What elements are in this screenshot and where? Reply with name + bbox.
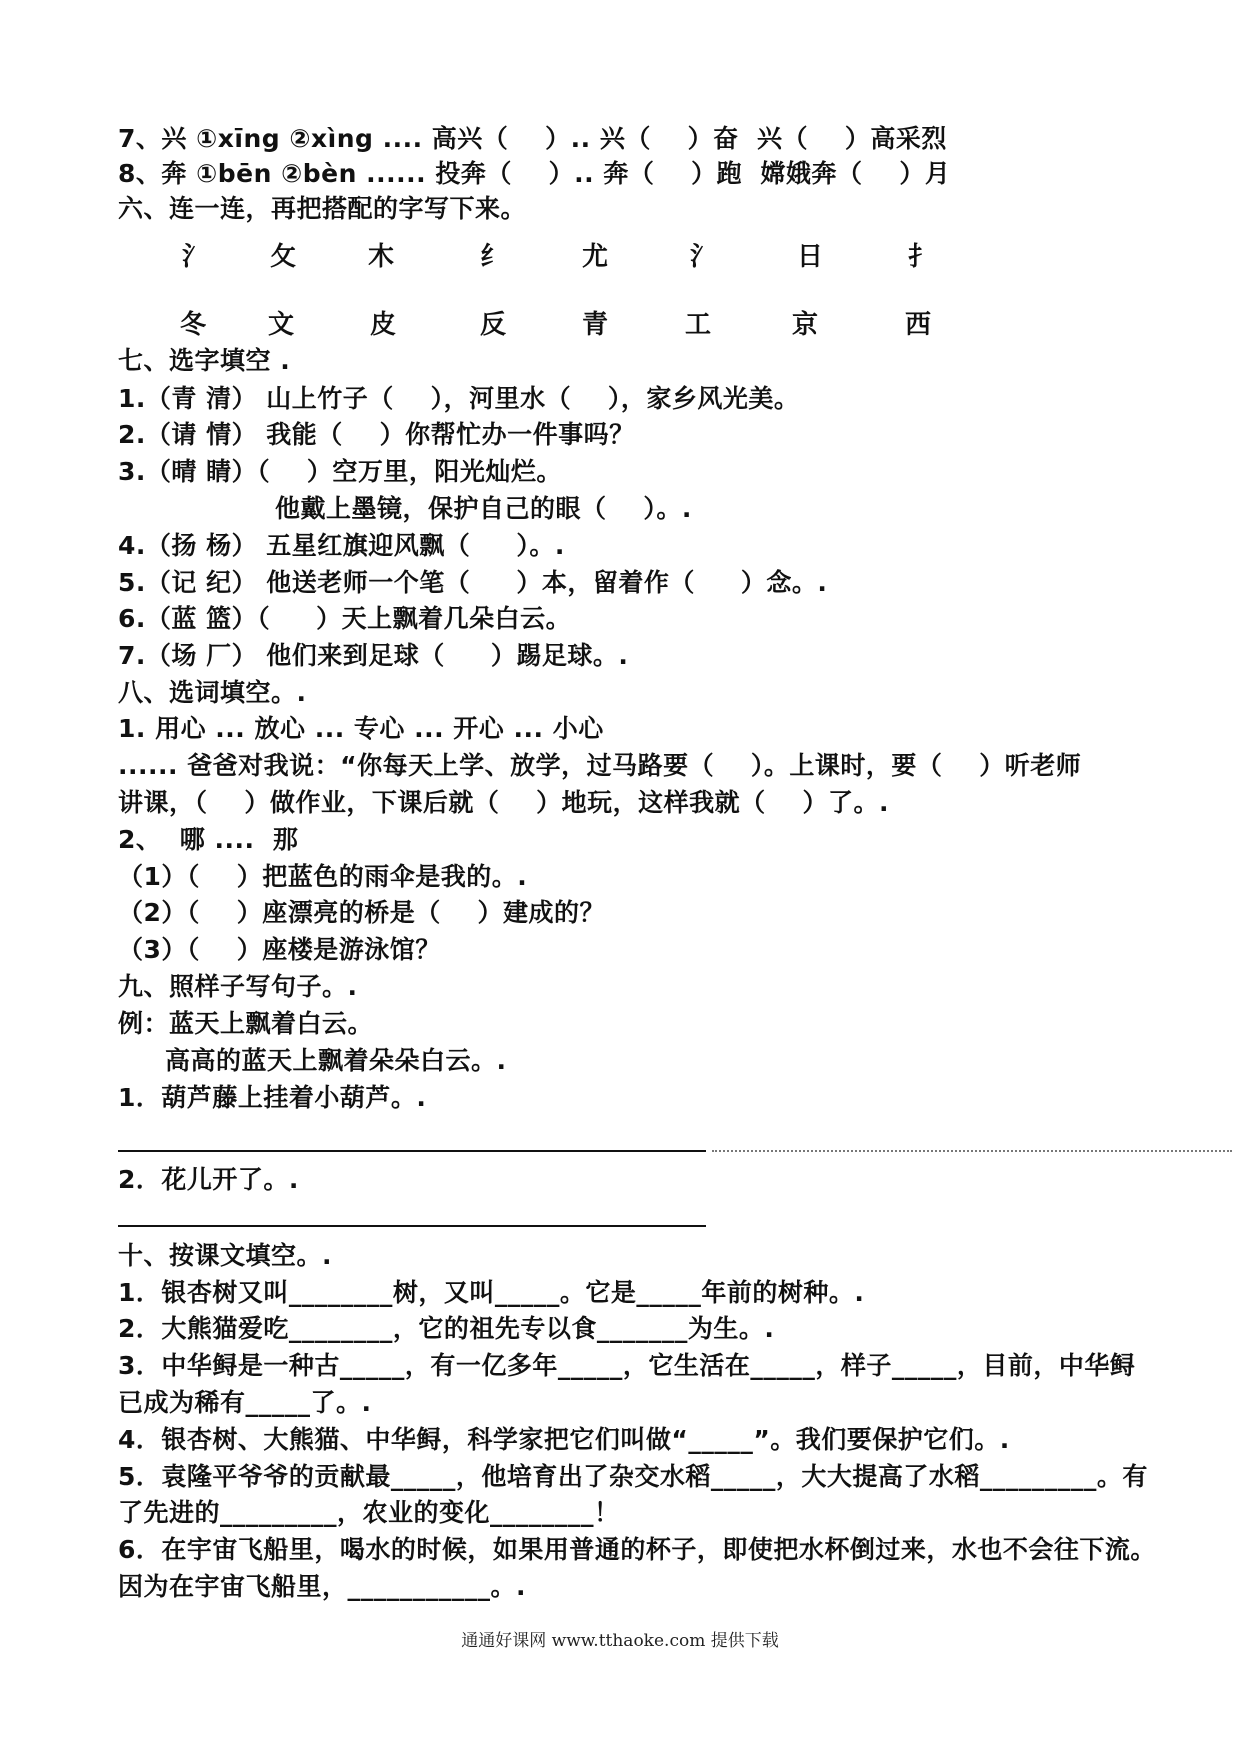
page-footer: 通通好课网 www.tthaoke.com 提供下载 (461, 1631, 779, 1651)
section-7-line: 2.（请 情） 我能（ ）你帮忙办一件事吗？ (118, 420, 635, 449)
radical: 攵 (270, 242, 297, 272)
section-10-line: 了先进的_________，农业的变化________！ (118, 1498, 620, 1527)
question-7-xing: 7、兴 ①xīng ②xìng .... 高兴（ ）.. 兴（ ）奋 兴（ ）高采烈 (118, 124, 947, 153)
radical: 扌 (908, 242, 935, 272)
section-10-line: 3．中华鲟是一种古_____，有一亿多年_____，它生活在_____，样子_____，目前，中华鲟 (118, 1351, 1136, 1380)
paragraph-line: ...... 爸爸对我说：“你每天上学、放学，过马路要（ ）。上课时，要（ ）听老师 (118, 751, 1082, 780)
component: 文 (268, 310, 295, 340)
answer-line (118, 1150, 706, 1152)
question-9-1: 1．葫芦藤上挂着小葫芦。. (118, 1083, 427, 1112)
answer-line (118, 1225, 706, 1227)
example-expanded: 高高的蓝天上飘着朵朵白云。. (165, 1046, 507, 1075)
section-9-heading: 九、照样子写句子。. (118, 972, 358, 1001)
section-10-line: 6．在宇宙飞船里，喝水的时候，如果用普通的杯子，即使把水杯倒过来，水也不会往下流。 (118, 1535, 1156, 1564)
sub-item: （1）（ ）把蓝色的雨伞是我的。. (118, 862, 528, 891)
section-10-line: 4．银杏树、大熊猫、中华鲟，科学家把它们叫做“_____”。我们要保护它们。. (118, 1425, 1010, 1454)
question-9-2: 2．花儿开了。. (118, 1165, 299, 1194)
radical: 日 (797, 242, 824, 272)
section-10-heading: 十、按课文填空。. (118, 1241, 332, 1270)
radical: 尤 (582, 242, 609, 272)
section-6-heading: 六、连一连，再把搭配的字写下来。 (118, 194, 527, 223)
component: 冬 (180, 310, 207, 340)
subquestion-2-words: 2、 哪 .... 那 (118, 825, 299, 854)
component: 西 (905, 310, 932, 340)
section-7-line: 1.（青 清） 山上竹子（ ），河里水（ ），家乡风光美。 (118, 384, 800, 413)
section-7-line: 6.（蓝 篮）（ ）天上飘着几朵白云。 (118, 604, 572, 633)
component: 反 (480, 310, 507, 340)
sub-item: （3）（ ）座楼是游泳馆？ (118, 935, 441, 964)
section-10-line: 5．袁隆平爷爷的贡献最_____，他培育出了杂交水稻_____，大大提高了水稻_________。有 (118, 1462, 1148, 1491)
example-sentence: 例：蓝天上飘着白云。 (118, 1009, 374, 1038)
dotted-line (712, 1150, 1232, 1152)
component: 工 (685, 310, 712, 340)
question-8-ben: 8、奔 ①bēn ②bèn ...... 投奔（ ）.. 奔（ ）跑 嫦娥奔（ ）月 (118, 159, 951, 188)
radical: 木 (368, 242, 395, 272)
sub-item: （2）（ ）座漂亮的桥是（ ）建成的？ (118, 898, 606, 927)
section-10-line: 2．大熊猫爱吃________，它的祖先专以食_______为生。. (118, 1314, 775, 1343)
section-7-line: 7.（场 厂） 他们来到足球（ ）踢足球。. (118, 641, 629, 670)
component: 青 (582, 310, 609, 340)
word-bank: 1. 用心 ... 放心 ... 专心 ... 开心 ... 小心 (118, 714, 604, 743)
section-7-line: 他戴上墨镜，保护自己的眼（ ）。. (275, 494, 692, 523)
radical: 氵 (182, 242, 209, 272)
paragraph-line: 讲课，（ ）做作业，下课后就（ ）地玩，这样我就（ ）了。. (118, 788, 889, 817)
section-10-line: 因为在宇宙飞船里，___________。. (118, 1572, 526, 1601)
section-10-line: 1．银杏树又叫________树，又叫_____。它是_____年前的树种。. (118, 1278, 865, 1307)
section-7-line: 4.（扬 杨） 五星红旗迎风飘（ ）。. (118, 531, 565, 560)
component: 京 (792, 310, 819, 340)
component: 皮 (370, 310, 397, 340)
section-8-heading: 八、选词填空。. (118, 678, 307, 707)
section-7-heading: 七、选字填空 . (118, 346, 291, 375)
section-7-line: 5.（记 纪） 他送老师一个笔（ ）本，留着作（ ）念。. (118, 568, 828, 597)
section-7-line: 3.（晴 睛）（ ）空万里，阳光灿烂。 (118, 457, 562, 486)
radical: 氵 (690, 242, 717, 272)
section-10-line: 已成为稀有_____了。. (118, 1388, 372, 1417)
radical: 纟 (480, 242, 507, 272)
